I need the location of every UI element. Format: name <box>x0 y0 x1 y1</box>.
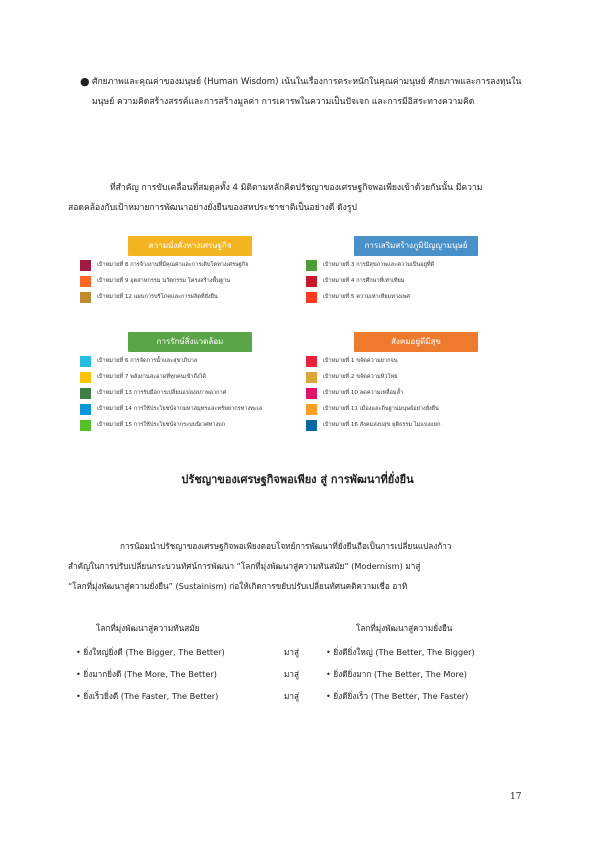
sdg-goal-text: เป้าหมายที่ 1 ขจัดความยากจน <box>323 358 398 364</box>
sdg-goal-row <box>80 354 300 368</box>
group-header: สังคมอยู่ดีมีสุข <box>354 332 478 352</box>
paragraph-line-1: การน้อมนำปรัชญาของเศรษฐกิจพอเพียงตอบโจทย์การพัฒนาที่ยั่งยืนถือเป็นการเปลี่ยนแปลงก้าว <box>120 541 452 551</box>
group-header: การเสริมสร้างภูมิปัญญามนุษย์ <box>354 236 478 256</box>
sdg-goal-icon <box>306 356 317 367</box>
sdg-goal-row <box>80 290 300 304</box>
comparison-row <box>76 668 536 688</box>
arrow-word: มาสู่ <box>284 647 299 657</box>
sdg-goal-text: เป้าหมายที่ 2 ขจัดความหิวโหย <box>323 374 398 380</box>
sdg-goal-text: เป้าหมายที่ 4 การศึกษาที่เท่าเทียม <box>323 278 405 284</box>
paragraph-paradigm-shift <box>68 536 538 596</box>
sdg-group-human <box>306 236 526 304</box>
sdg-goal-row <box>80 258 300 272</box>
sdg-goal-icon <box>306 420 317 431</box>
intro-line-1: ที่สำคัญ การขับเคลื่อนที่สมดุลทั้ง 4 มิติตามหลักคิดปรัชญาของเศรษฐกิจพอเพียงเข้าด้วยกันนั้น มีความ <box>110 183 483 193</box>
sdg-goal-icon <box>80 372 91 383</box>
sdg-goal-icon <box>80 276 91 287</box>
right-item: • ยิ่งดียิ่งเร็ว (The Better, The Faster) <box>326 691 469 701</box>
sdg-goal-row <box>306 418 526 432</box>
sdg-goal-icon <box>80 388 91 399</box>
sdg-goal-row <box>306 290 526 304</box>
sdg-goal-icon <box>80 260 91 271</box>
sdg-goal-text: เป้าหมายที่ 14 การใช้ประโยชน์จากมหาสมุทรและทรัพยากรทางทะเล <box>97 406 263 412</box>
left-item: • ยิ่งมากยิ่งดี (The More, The Better) <box>76 669 217 679</box>
group-header: ความมั่งคั่งทางเศรษฐกิจ <box>128 236 252 256</box>
sdg-goal-text: เป้าหมายที่ 5 ความเท่าเทียมทางเพศ <box>323 294 410 300</box>
arrow-word: มาสู่ <box>284 691 299 701</box>
intro-line-2: สอดคล้องกับเป้าหมายการพัฒนาอย่างยั่งยืนของสหประชาชาติเป็นอย่างดี ดังรูป <box>68 203 357 213</box>
bullet-paragraph-human-wisdom <box>80 72 532 112</box>
sdg-goal-row <box>306 274 526 288</box>
sdg-goal-icon <box>306 372 317 383</box>
sdg-goal-row <box>80 274 300 288</box>
sdg-goal-icon <box>80 356 91 367</box>
sdg-group-economy <box>80 236 300 304</box>
sdg-goal-text: เป้าหมายที่ 10 ลดความเหลื่อมล้ำ <box>323 390 404 396</box>
sdg-goal-row <box>306 386 526 400</box>
sdg-goal-row <box>80 418 300 432</box>
sdg-goal-text: เป้าหมายที่ 9 อุตสาหกรรม นวัตกรรม โครงสร้างพื้นฐาน <box>97 278 231 284</box>
bullet-text: ศักยภาพและคุณค่าของมนุษย์ (Human Wisdom) เน้นในเรื่องการตระหนักในคุณค่ามนุษย์ ศักยภาพและการลงทุนในมนุษย์ ความคิดสร้างสรรค์และการสร้างมูลค่า การเคารพในความเป็นปัจเจก และการมีอิสระทางความคิด <box>92 77 522 107</box>
right-item: • ยิ่งดียิ่งมาก (The Better, The More) <box>326 669 467 679</box>
left-item: • ยิ่งเร็วยิ่งดี (The Faster, The Better) <box>76 691 219 701</box>
left-item: • ยิ่งใหญ่ยิ่งดี (The Bigger, The Better) <box>76 647 225 657</box>
left-column-header: โลกที่มุ่งพัฒนาสู่ความทันสมัย <box>96 623 200 633</box>
sdg-goal-row <box>306 258 526 272</box>
sdg-goal-icon <box>306 388 317 399</box>
group-header: การรักษ์สิ่งแวดล้อม <box>128 332 252 352</box>
sdg-goal-row <box>306 402 526 416</box>
paragraph-line-2: สำคัญในการปรับเปลี่ยนกระบวนทัศน์การพัฒนา “โลกที่มุ่งพัฒนาสู่ความทันสมัย” (Modernism) มาสู่ <box>68 561 421 571</box>
sdg-goal-text: เป้าหมายที่ 7 พลังงานสะอาดที่ทุกคนเข้าถึงได้ <box>97 374 207 380</box>
comparison-row <box>76 646 536 666</box>
sdg-figure <box>80 236 520 432</box>
sdg-goal-icon <box>80 404 91 415</box>
arrow-word: มาสู่ <box>284 669 299 679</box>
sdg-goal-text: เป้าหมายที่ 11 เมืองและถิ่นฐานมนุษย์อย่างยั่งยืน <box>323 406 439 412</box>
sdg-goal-row <box>306 354 526 368</box>
section-title: ปรัชญาของเศรษฐกิจพอเพียง สู่ การพัฒนาที่ยั่งยืน <box>181 473 414 486</box>
sdg-goal-row <box>80 386 300 400</box>
right-column-header: โลกที่มุ่งพัฒนาสู่ความยั่งยืน <box>356 623 453 633</box>
sdg-goal-text: เป้าหมายที่ 12 แผนการบริโภคและการผลิตที่ยั่งยืน <box>97 294 218 300</box>
sdg-goal-icon <box>306 276 317 287</box>
sdg-goal-row <box>306 370 526 384</box>
right-item: • ยิ่งดียิ่งใหญ่ (The Better, The Bigger) <box>326 647 475 657</box>
sdg-goal-icon <box>80 292 91 303</box>
sdg-goal-text: เป้าหมายที่ 15 การใช้ประโยชน์จากระบบนิเวศทางบก <box>97 422 226 428</box>
sdg-goal-icon <box>306 404 317 415</box>
sdg-goal-row <box>80 370 300 384</box>
sdg-goal-text: เป้าหมายที่ 13 การรับมือการเปลี่ยนแปลงสภาพอากาศ <box>97 390 227 396</box>
sdg-group-environment <box>80 332 300 432</box>
sdg-group-society <box>306 332 526 432</box>
sdg-goal-icon <box>306 260 317 271</box>
sdg-goal-text: เป้าหมายที่ 8 การจ้างงานที่มีคุณค่าและการเติบโตทางเศรษฐกิจ <box>97 262 249 268</box>
sdg-goal-row <box>80 402 300 416</box>
bullet-dot: ● <box>80 75 90 88</box>
sdg-goal-text: เป้าหมายที่ 6 การจัดการน้ำและสุขาภิบาล <box>97 358 198 364</box>
sdg-goal-icon <box>306 292 317 303</box>
sdg-goal-icon <box>80 420 91 431</box>
paragraph-line-3: “โลกที่มุ่งพัฒนาสู่ความยั่งยืน” (Sustainism) ก่อให้เกิดการขยับปรับเปลี่ยนทัศนคติความเชื่อ อาทิ <box>68 581 408 591</box>
sdg-goal-text: เป้าหมายที่ 3 การมีสุขภาพและความเป็นอยู่ที่ดี <box>323 262 435 268</box>
comparison-row <box>76 690 536 710</box>
page-number: 17 <box>510 792 522 802</box>
sdg-goal-text: เป้าหมายที่ 16 สังคมสงบสุข ยุติธรรม ไม่แบ่งแยก <box>323 422 441 428</box>
